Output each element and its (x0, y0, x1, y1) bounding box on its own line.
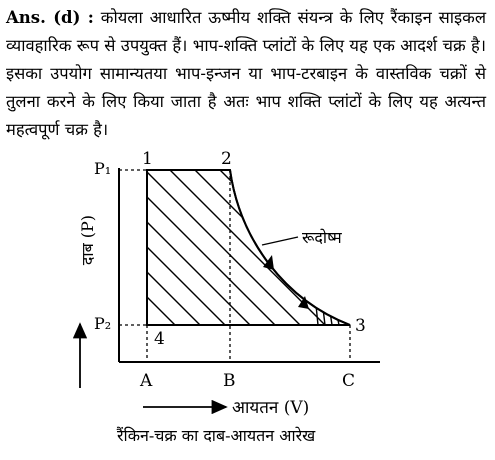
x-axis-label: आयतन (V) (232, 398, 310, 418)
answer-label: Ans. (d) : (6, 8, 94, 27)
diagram-caption: रैंकिन-चक्र का दाब-आयतन आरेख (117, 426, 316, 445)
answer-text: कोयला आधारित ऊष्मीय शक्ति संयन्त्र के लिए रैंकाइन साइकल व्यावहारिक रूप से उपयुक्त हैं। भाप-शक्ति प्लांटों के लिए यह एक आदर्श चक्र है। इसका उपयोग सामान्यतया भाप-इन्जन या भाप-टरबाइन के वास्तविक चक्रों से तुलना करने के लिए किया जाता है अतः भाप शक्ति प्लांटों के लिए यह अत्यन्त महत्वपूर्ण चक्र है। (6, 8, 487, 139)
volume-label-a: A (140, 371, 153, 391)
volume-label-b: B (223, 371, 236, 391)
curve-label: रूदोष्म (302, 228, 342, 247)
volume-label-c: C (342, 371, 356, 391)
pressure-label-p1: P₁ (94, 159, 112, 178)
pressure-label-p2: P₂ (94, 314, 112, 333)
point-label-1: 1 (142, 149, 153, 169)
curve-label-pointer (262, 237, 298, 245)
y-axis-label: दाब (P) (78, 214, 97, 266)
point-label-2: 2 (221, 149, 232, 169)
point-label-3: 3 (355, 316, 366, 336)
point-label-4: 4 (154, 329, 165, 349)
